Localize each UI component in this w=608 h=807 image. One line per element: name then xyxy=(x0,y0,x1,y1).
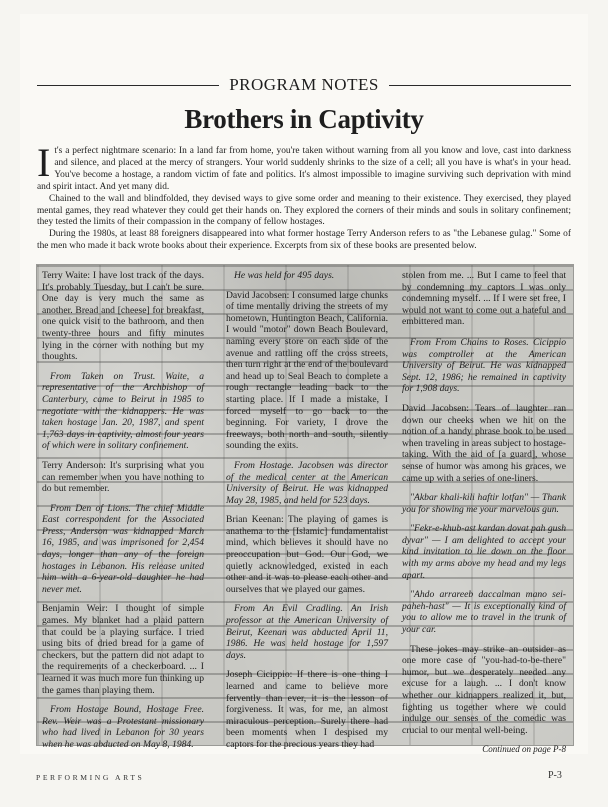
phrase-1: "Akbar khali-kili haftir lotfan" — Thank you for showing me your marvelous gun. xyxy=(402,492,566,515)
jacobsen-quote: David Jacobsen: I consumed large chunks of time mentally driving the streets of my hometown, Huntington Beach, California. I would "motor" down Beach Boulevard, naming every store on each side of the avenue and rattling off the cross streets, then turn right at the end of the boulevard and head up to Seal Beach to complete a rough rectangle leading back to the starting place. If I made a mistake, I forced myself to go back to the beginning. For variety, I drove the freeways, both north and south, silently sounding the exits. xyxy=(226,289,388,452)
intro-paragraph-2: Chained to the wall and blindfolded, they devised ways to give some order and meaning to their existence. They exercised, they played mental games, they read whatever they could get their hands on. They explored the corners of their minds and souls in solitary confinement; they tested the limits of their compassion in the company of fellow hostages. xyxy=(37,193,571,228)
section-header xyxy=(37,73,571,97)
jacobsen-bio: From Hostage. Jacobsen was director of the medical center at the American University of Beirut. He was kidnapped May 28, 1985, and held for 523 days. xyxy=(226,459,388,506)
header-rule-left xyxy=(37,85,219,86)
anderson-quote: Terry Anderson: It's surprising what you can remember when you have nothing to do but remember. xyxy=(42,459,204,495)
section-label: PROGRAM NOTES xyxy=(229,75,379,94)
weir-bio-continued: He was held for 495 days. xyxy=(234,270,335,281)
cicippio-quote-continued: stolen from me. ... But I came to feel that by condemning my captors I was only condemning myself. ... If I were set free, I would not want to come out a hateful and embittered man. xyxy=(402,270,566,328)
phrase-2: "Fekr-e-khub-ast kardan dovat pah gush dyvar" — I am delighted to accept your kind invitation to lie down on the floor with my arms above my head and my legs apart. xyxy=(402,523,566,581)
excerpt-column-2 xyxy=(226,270,388,759)
cicippio-quote: Joseph Cicippio: If there is one thing I learned and came to believe more fervently than ever, it is the lesson of forgiveness. It was, for me, an almost miraculous perception. Surely there had been moments when I despised my captors for the precious years they had xyxy=(226,669,388,750)
publication-name: PERFORMING ARTS xyxy=(36,773,145,782)
weir-quote: Benjamin Weir: I thought of simple games. My blanket had a plaid pattern that could be a playing surface. I tried using bits of dried bread for a game of checkers, but the pattern did not adapt to the requirements of a checkerboard. ... I learned it was much more fun thinking up the games than playing them. xyxy=(42,603,204,696)
jacobsen-phrasebook-quote: David Jacobsen: Tears of laughter ran down our cheeks when we hit on the notion of a handy phrase book to be used when traveling in areas subject to hostage-taking. With the aid of [a guard], whose sense of humor was among his graces, we came up with a series of one-liners. xyxy=(402,402,566,484)
intro-paragraph-1 xyxy=(37,140,571,194)
excerpt-column-3 xyxy=(402,270,566,764)
drop-cap: I xyxy=(37,140,51,185)
anderson-bio: From Den of Lions. The chief Middle East correspondent for the Associated Press, Anderson was kidnapped March 16, 1985, and was imprisoned for 2,454 days, longer than any of the foreign hostages in Lebanon. His release united him with a 6-year-old daughter he had never met. xyxy=(42,502,204,595)
article-intro xyxy=(37,140,571,253)
weir-bio: From Hostage Bound, Hostage Free. Rev. Weir was a Protestant missionary who had lived in Lebanon for 30 years when he was abducted on May 8, 1984. xyxy=(42,704,204,750)
cicippio-bio: From From Chains to Roses. Cicippio was comptroller at the American University of Beirut. He was kidnapped Sept. 12, 1986; he remained in captivity for 1,908 days. xyxy=(402,336,566,395)
waite-quote: Terry Waite: I have lost track of the days. It's probably Tuesday, but I can't be sure. One day is very much the same as another. Bread and [cheese] for breakfast, one quick visit to the bathroom, and then twenty-three hours and fifty minutes lying in the corner with nothing but my thoughts. xyxy=(42,270,204,363)
phrase-3: "Ahdo arrareeb daccalman mano sei-paheh-hast" — It is exceptionally kind of you to allow me to travel in the trunk of your car. xyxy=(402,589,566,636)
excerpt-column-1 xyxy=(42,270,204,759)
continued-note: Continued on page P-8 xyxy=(482,744,566,755)
phrasebook-conclusion: These jokes may strike an outsider as one more case of "you-had-to-be-there" humor, but we desperately needed any excuse for a laugh. ... I don't know whether our kidnappers realized it, but, fighting us together where we could indulge our senses of the comedic was crucial to our mental well-being. xyxy=(402,643,566,736)
page-number: P-3 xyxy=(548,770,562,781)
waite-bio: From Taken on Trust. Waite, a representative of the Archbishop of Canterbury, came to Beirut in 1985 to negotiate with the kidnappers. He was taken hostage Jan. 20, 1987, and spent 1,763 days in captivity, almost four years of which were in solitary confinement. xyxy=(42,370,204,452)
keenan-quote: Brian Keenan: The playing of games is anathema to the [Islamic] fundamentalist mind, which believes it should have no preoccupation but God. Our God, we quietly acknowledged, existed in each other and it was to please each other and ourselves that we played our games. xyxy=(226,514,388,595)
intro-paragraph-1-text: t's a perfect nightmare scenario: In a land far from home, you're taken without warning from all you know and love, cast into darkness and silence, and placed at the mercy of strangers. Your world suddenly shrinks to the size of a cell; all you have is what's in your head. You've become a hostage, a random victim of fate and politics. It's almost impossible to imagine surviving such deprivation with mind and spirit intact. And yet many did. xyxy=(37,146,571,192)
article-title: Brothers in Captivity xyxy=(184,104,424,134)
keenan-bio: From An Evil Cradling. An Irish professor at the American University of Beirut, Keenan was abducted April 11, 1986. He was held hostage for 1,597 days. xyxy=(226,603,388,661)
intro-paragraph-3: During the 1980s, at least 88 foreigners disappeared into what former hostage Terry Anderson refers to as "the Lebanese gulag." Some of the men who made it back wrote books about their experience. Excerpts from six of these books are presented below. xyxy=(37,229,571,252)
header-rule-right xyxy=(389,85,571,86)
